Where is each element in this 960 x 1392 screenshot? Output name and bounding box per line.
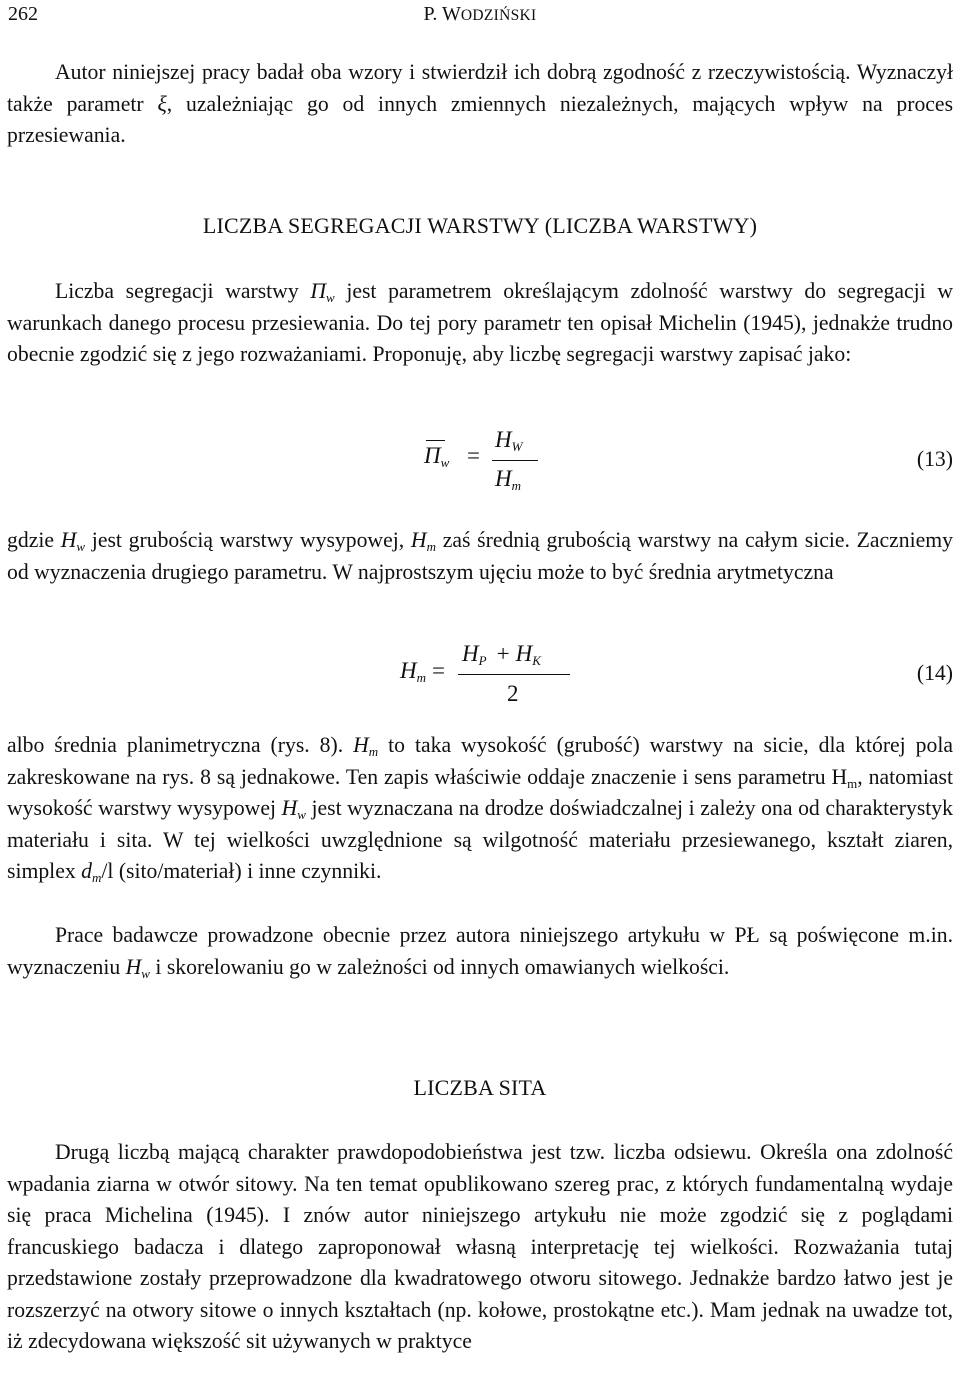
author-rest: ODZIŃSKI: [460, 7, 537, 24]
seg3-hm: H: [353, 733, 369, 757]
seg3-text-d: jest wyznaczana na drodze doświadczalnej i zależy ona od charakterystyk materiału i sita. W tej wielkości uwzględnione są wilgotność materiału przesiewanego, kształt ziaren, simplex: [7, 796, 953, 883]
seg4-hw-sub: w: [141, 965, 150, 981]
eq13-fraction-bar: [492, 460, 538, 461]
eq14-number: (14): [916, 661, 953, 685]
seg2-text-c: zaś średnią grubością warstwy na całym sicie. Zaczniemy od wyznaczenia drugiego parametru. W najprostszym ujęciu może to być średnia arytmetyczna: [7, 528, 954, 584]
eq14-hk-sub: K: [532, 653, 541, 668]
eq14-denominator: 2: [507, 681, 519, 706]
eq14-lhs: [400, 658, 426, 684]
page-number: 262: [8, 3, 38, 25]
seg3-text-c: , natomiast wysokość warstwy wysypowej: [7, 764, 953, 820]
seg3-hw-sub: w: [297, 807, 306, 822]
eq13-num-sub: W: [511, 439, 523, 454]
eq13-equals: =: [467, 443, 480, 468]
segregation-paragraph-4: [7, 920, 953, 983]
pi-symbol: Π: [310, 279, 326, 303]
segregation-paragraph-1: [7, 276, 953, 371]
eq13-den-sub: m: [511, 478, 522, 493]
seg2-h-sub-w: w: [76, 539, 86, 554]
eq14-hk: H: [515, 641, 533, 666]
eq14-hp: H: [462, 641, 479, 666]
seg2-h: H: [60, 528, 77, 552]
eq14-lhs-h: H: [400, 658, 417, 683]
eq13-numerator: [495, 427, 522, 453]
seg2-text-a: gdzie: [7, 528, 61, 552]
sieve-paragraph: Drugą liczbą mającą charakter prawdopodobieństwa jest tzw. liczba odsiewu. Określa ona zdolność wpadania ziarna w otwór sitowy. Na ten temat opublikowano szereg prac, z których fundamentalną wydaje się praca Michelina (1945). I znów autor niniejszego artykułu nie może zgodzić się z poglądami francuskiego badacza i dlatego zaproponował własną interpretację tej wielkości. Rozważania tutaj przedstawione zostały przeprowadzone dla kwadratowego otworu sitowego. Jednakże bardzo łatwo jest je rozszerzyć na otwory sitowe o innych kształtach (np. kołowe, prostokątne etc.). Mam jednak na uwadze tot, iż zdecydowana większość sit używanych w praktyce: [7, 1140, 953, 1353]
eq14-equals: =: [432, 658, 445, 683]
section-heading-segregation: LICZBA SEGREGACJI WARSTWY (LICZBA WARSTWY): [202, 213, 758, 238]
overline-pi: [426, 440, 445, 441]
seg3-hw: H: [281, 796, 298, 820]
seg2-hm-sub: m: [426, 539, 436, 554]
seg3-d-sub: m: [91, 870, 102, 885]
segregation-paragraph-2: [7, 525, 953, 588]
seg4-text-a: Prace badawcze prowadzone obecnie przez autora niniejszego artykułu w PŁ są poświęcone m.in. wyznaczeniu: [7, 923, 953, 979]
seg4-text-b: i skorelowaniu go w zależności od innych omawianych wielkości.: [149, 954, 730, 979]
seg3-d: d: [81, 859, 92, 883]
eq13-lhs: [424, 443, 449, 469]
eq13-denominator: [495, 466, 521, 492]
running-header: [8, 3, 952, 27]
author-initial: P. W: [423, 3, 461, 25]
eq13-pi: Π: [424, 443, 441, 468]
seg-text-b: jest parametrem określającym zdolność warstwy do segregacji w warunkach danego procesu przesiewania. Do tej pory parametr ten opisał Michelin (1945), jednakże trudno obecnie zgodzić się z jego rozważaniami. Proponuję, aby liczbę segregacji warstwy zapisać jako:: [7, 279, 953, 366]
eq14-numerator: [462, 641, 541, 667]
segregation-paragraph-3: [7, 730, 953, 888]
seg3-text-e: /l (sito/materiał) i inne czynniki.: [101, 859, 382, 883]
intro-text-a: Autor niniejszej pracy badał oba wzory i stwierdził ich dobrą zgodność z rzeczywistością. Wyznaczył także parametr: [7, 60, 953, 116]
eq14-plus: +: [496, 641, 510, 666]
eq13-den-h: H: [495, 466, 512, 491]
seg3-text-a: albo średnia planimetryczna (rys. 8).: [7, 733, 354, 757]
seg2-hm: H: [410, 528, 427, 552]
seg2-text-b: jest grubością warstwy wysypowej,: [85, 528, 411, 552]
eq13-lhs-sub: w: [440, 455, 450, 470]
intro-paragraph: [7, 57, 953, 152]
seg3-param-sub: m: [847, 775, 858, 791]
pi-subscript: w: [326, 290, 335, 305]
eq14-lhs-sub: m: [416, 670, 427, 685]
seg4-hw: H: [125, 954, 142, 979]
eq14-fraction-bar: [458, 674, 570, 675]
intro-text-b: , uzależniając go od innych zmiennych niezależnych, mających wpływ na proces przesiewania.: [7, 91, 954, 147]
eq13-number: (13): [916, 447, 953, 471]
seg3-hm-sub: m: [368, 744, 379, 759]
seg3-text-b: to taka wysokość (grubość) warstwy na sicie, dla której pola zakreskowane na rys. 8 są jednakowe. Ten zapis właściwie oddaje znaczenie i sens parametru H: [7, 733, 953, 789]
eq13-num-h: H: [495, 427, 512, 452]
running-author: [8, 3, 952, 26]
seg-text-a: Liczba segregacji warstwy: [55, 279, 311, 303]
xi-symbol: ξ: [157, 91, 167, 116]
eq14-hp-sub: P: [478, 653, 487, 668]
section-heading-sieve: LICZBA SITA: [413, 1075, 547, 1100]
